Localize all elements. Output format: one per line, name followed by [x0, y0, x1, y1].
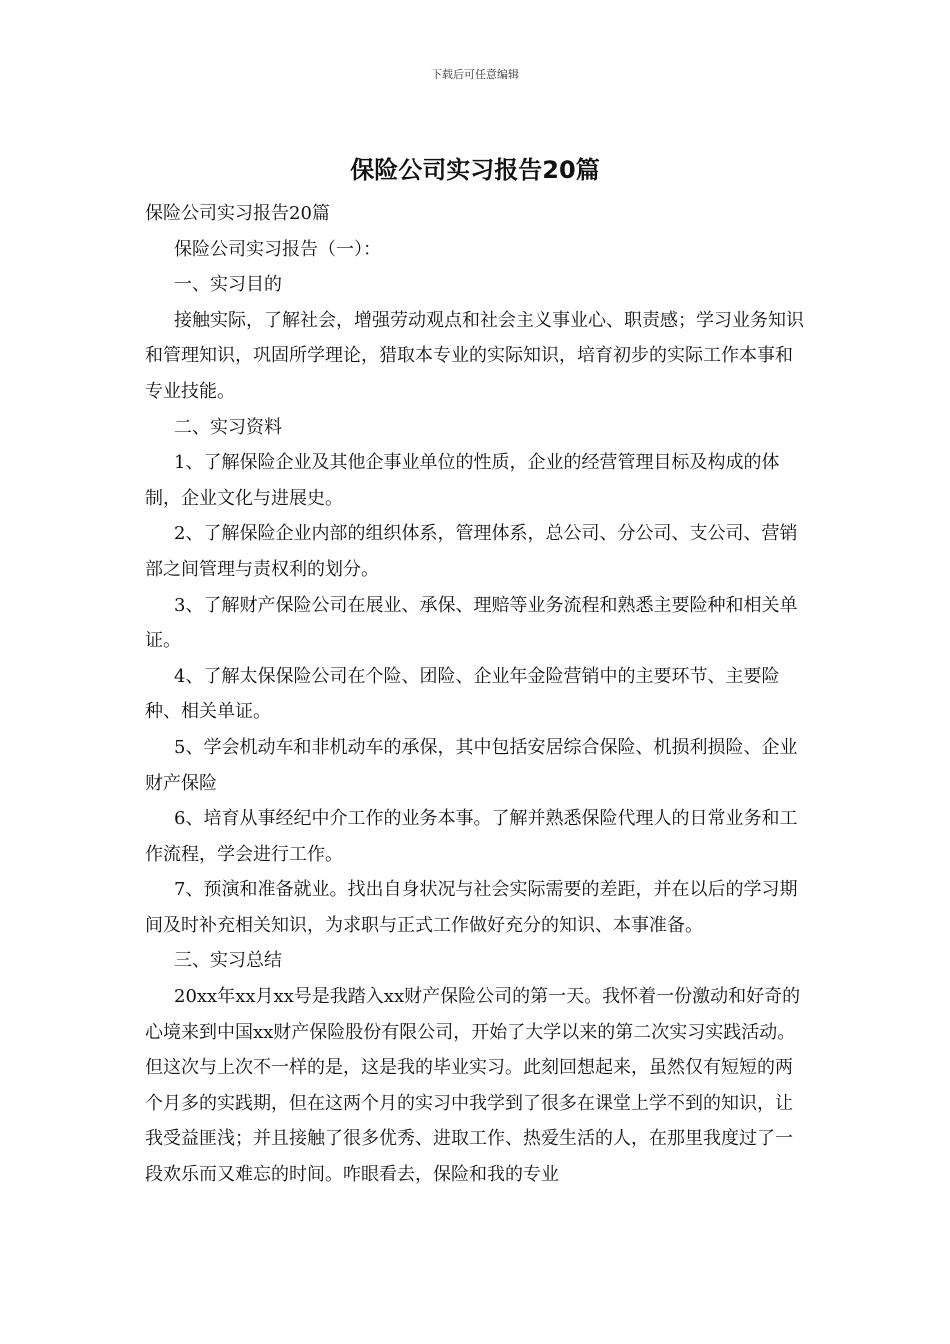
- document-title: 保险公司实习报告20篇: [350, 156, 600, 184]
- list-item: 5、学会机动车和非机动车的承保，其中包括安居综合保险、机损利损险、企业财产保险: [145, 736, 798, 794]
- list-item: 2、了解保险企业内部的组织体系，管理体系，总公司、分公司、支公司、营销部之间管理与责权利的划分。: [145, 523, 798, 580]
- paragraph: 20xx年xx月xx号是我踏入xx财产保险公司的第一天。我怀着一份激动和好奇的心境来到中国xx财产保险股份有限公司，开始了大学以来的第二次实习实践活动。但这次与上次不一样的是，这是我的毕业实习。此刻回想起来，虽然仅有短短的两个月多的实践期，但在这两个月的实习中我学到了很多在课堂上学不到的知识，让我受益匪浅；并且接触了很多优秀、进取工作、热爱生活的人，在那里我度过了一段欢乐而又难忘的时间。咋眼看去，保险和我的专业: [145, 986, 801, 1186]
- paragraph: 保险公司实习报告（一）：: [174, 238, 381, 260]
- list-item: 7、预演和准备就业。找出自身状况与社会实际需要的差距，并在以后的学习期间及时补充相关知识，为求职与正式工作做好充分的知识、本事准备。: [145, 879, 798, 936]
- document-body: [145, 196, 810, 1193]
- list-item: 3、了解财产保险公司在展业、承保、理赔等业务流程和熟悉主要险种和相关单证。: [145, 594, 798, 652]
- section-heading: 二、实习资料: [174, 416, 282, 438]
- list-item: 4、了解太保保险公司在个险、团险、企业年金险营销中的主要环节、主要险种、相关单证。: [145, 665, 780, 723]
- paragraph: 保险公司实习报告20篇: [145, 203, 330, 224]
- paragraph: 接触实际，了解社会，增强劳动观点和社会主义事业心、职责感；学习业务知识和管理知识，巩固所学理论，猎取本专业的实际知识，培育初步的实际工作本事和专业技能。: [145, 309, 804, 402]
- section-heading: 三、实习总结: [174, 950, 282, 972]
- list-item: 1、了解保险企业及其他企事业单位的性质，企业的经营管理目标及构成的体制，企业文化与进展史。: [145, 452, 780, 509]
- list-item: 6、培育从事经纪中介工作的业务本事。了解并熟悉保险代理人的日常业务和工作流程，学会进行工作。: [145, 808, 798, 865]
- header-note: 下载后可任意编辑: [431, 68, 519, 81]
- section-heading: 一、实习目的: [174, 274, 282, 296]
